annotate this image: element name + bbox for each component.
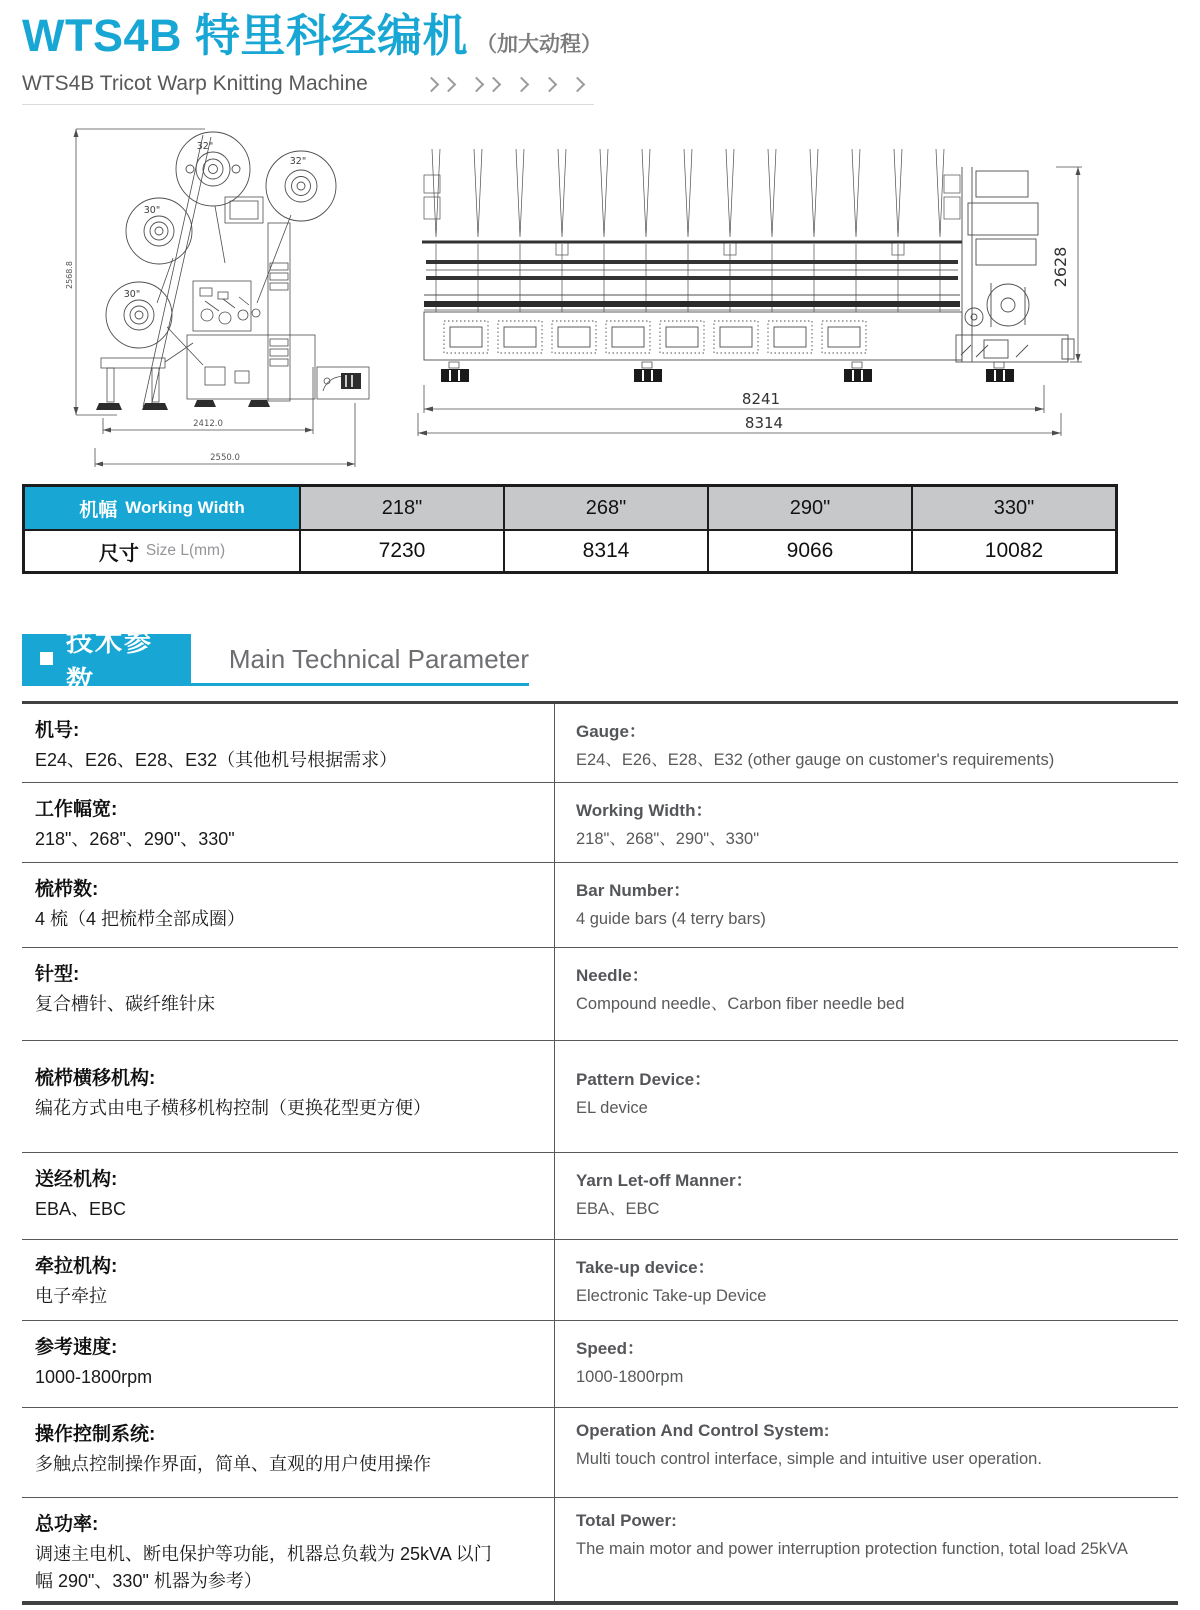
spec-cell-en xyxy=(555,1498,1178,1601)
beam-label: 32" xyxy=(289,156,307,167)
spec-title-zh: 总功率: xyxy=(35,1514,99,1535)
spec-table xyxy=(22,701,1178,1605)
spec-cell-en xyxy=(555,1240,1178,1320)
section-header xyxy=(22,626,529,696)
chevron-right-icon xyxy=(544,79,555,90)
spec-cell-en xyxy=(555,1321,1178,1407)
spec-value-zh: 调速主电机、断电保护等功能，机器总负载为 25kVA 以门幅 290"、330" 机器为参考） xyxy=(35,1544,492,1591)
spec-row-pattern-device xyxy=(22,1040,1178,1152)
spec-row-needle xyxy=(22,947,1178,1040)
spec-cell-zh xyxy=(22,1321,555,1407)
spec-title-en: Operation And Control System: xyxy=(576,1421,830,1440)
side-view-height-dimension: 2568.8 xyxy=(65,261,74,289)
machine-rails xyxy=(422,242,962,310)
double-chevron-right-icon xyxy=(426,79,454,90)
spec-title-zh: 针型: xyxy=(35,964,80,985)
spec-value-en: Electronic Take-up Device xyxy=(576,1287,767,1305)
spec-row-bar-number xyxy=(22,862,1178,947)
spec-title-zh: 梳栉横移机构: xyxy=(35,1068,156,1089)
spec-title-zh: 操作控制系统: xyxy=(35,1424,156,1445)
section-title-en: Main Technical Parameter xyxy=(228,644,529,674)
beam-label: 32" xyxy=(196,141,214,152)
spec-value-zh: 1000-1800rpm xyxy=(35,1367,153,1387)
spec-cell-en xyxy=(555,948,1178,1040)
spec-title-zh: 工作幅宽: xyxy=(35,799,118,820)
spec-title-en: Working Width： xyxy=(576,801,713,820)
width-table-header-zh: 机幅 xyxy=(79,499,118,521)
spec-value-en: 218"、268"、290"、330" xyxy=(576,830,760,848)
spec-row-control-system xyxy=(22,1407,1178,1497)
spec-cell-zh xyxy=(22,1498,555,1601)
spec-value-en: E24、E26、E28、E32 (other gauge on customer's requirements) xyxy=(576,751,1055,769)
side-view-dimension-lines xyxy=(74,129,356,467)
spec-value-en: EL device xyxy=(576,1099,648,1117)
front-view-drawing xyxy=(416,145,1088,437)
spec-row-take-up xyxy=(22,1239,1178,1320)
machine-body xyxy=(424,312,962,360)
spec-title-en: Take-up device： xyxy=(576,1258,715,1277)
side-view-inner-width-dimension: 2412.0 xyxy=(193,419,223,429)
spec-value-en: 4 guide bars (4 terry bars) xyxy=(576,910,766,928)
size-value: 10082 xyxy=(912,530,1116,572)
size-row-label-en: Size L(mm) xyxy=(145,542,226,559)
spec-value-en: Compound needle、Carbon fiber needle bed xyxy=(576,995,905,1013)
spec-cell-zh xyxy=(22,1240,555,1320)
front-view-outer-width-dimension: 8314 xyxy=(744,414,784,432)
section-title-zh: 技术参数 xyxy=(66,626,153,696)
spec-cell-zh xyxy=(22,1041,555,1152)
spec-cell-en xyxy=(555,1408,1178,1497)
spec-title-en: Bar Number： xyxy=(576,881,691,900)
spec-cell-en xyxy=(555,783,1178,862)
size-row-label-zh: 尺寸 xyxy=(98,542,139,565)
subtitle: WTS4B Tricot Warp Knitting Machine xyxy=(22,72,368,95)
size-value: 9066 xyxy=(708,530,912,572)
spec-value-en: Multi touch control interface, simple and intuitive user operation. xyxy=(576,1450,1042,1468)
front-view-height-dimension: 2628 xyxy=(1051,246,1070,288)
spec-title-zh: 机号: xyxy=(35,720,80,741)
width-column-header: 218" xyxy=(300,486,504,530)
size-row-label xyxy=(24,530,300,572)
spec-value-zh: 多触点控制操作界面，简单、直观的用户使用操作 xyxy=(35,1454,431,1474)
spec-cell-zh xyxy=(22,1153,555,1239)
spec-value-zh: 4 梳（4 把梳栉全部成圈） xyxy=(35,909,246,929)
spec-value-zh: 复合槽针、碳纤维针床 xyxy=(35,994,215,1014)
spec-title-zh: 参考速度: xyxy=(35,1337,118,1358)
spec-row-speed xyxy=(22,1320,1178,1407)
spec-row-total-power xyxy=(22,1497,1178,1601)
technical-drawings xyxy=(22,115,1178,475)
working-width-table xyxy=(22,484,1118,574)
chevron-right-icon xyxy=(572,79,583,90)
spec-value-en: 1000-1800rpm xyxy=(576,1368,684,1386)
spec-title-zh: 梳栉数: xyxy=(35,879,99,900)
spec-value-zh: 电子牵拉 xyxy=(35,1286,107,1306)
size-value: 7230 xyxy=(300,530,504,572)
spec-title-en: Total Power: xyxy=(576,1511,677,1530)
double-chevron-right-icon xyxy=(471,79,499,90)
spec-cell-zh xyxy=(22,1408,555,1497)
width-column-header: 330" xyxy=(912,486,1116,530)
chevron-right-icon xyxy=(516,79,527,90)
subtitle-row xyxy=(22,72,594,105)
spec-title-zh: 牵拉机构: xyxy=(35,1256,118,1277)
spec-cell-en xyxy=(555,704,1178,782)
title-suffix: （加大动程） xyxy=(476,33,603,56)
spec-title-zh: 送经机构: xyxy=(35,1169,118,1190)
spec-title-en: Pattern Device： xyxy=(576,1070,712,1089)
beam-label: 30" xyxy=(123,289,141,300)
spec-row-gauge xyxy=(22,704,1178,782)
header xyxy=(22,10,1178,105)
front-view-feet xyxy=(441,362,1014,382)
spec-title-en: Gauge： xyxy=(576,722,646,741)
size-value: 8314 xyxy=(504,530,708,572)
title-model-and-name: WTS4B 特里科经编机 xyxy=(22,10,469,61)
spec-value-zh: 218"、268"、290"、330" xyxy=(35,829,235,849)
section-title-badge xyxy=(22,626,191,696)
spec-cell-zh xyxy=(22,863,555,947)
spec-title-en: Speed： xyxy=(576,1339,645,1358)
width-table-header-en: Working Width xyxy=(125,498,245,517)
spec-cell-zh xyxy=(22,948,555,1040)
square-bullet-icon xyxy=(40,652,53,665)
chevron-decoration xyxy=(426,79,583,90)
spec-value-zh: 编花方式由电子横移机构控制（更换花型更方便） xyxy=(35,1098,431,1118)
spec-cell-en xyxy=(555,1153,1178,1239)
spec-value-en: EBA、EBC xyxy=(576,1200,660,1218)
spec-row-working-width xyxy=(22,782,1178,862)
spec-cell-en xyxy=(555,1041,1178,1152)
side-view-outer-width-dimension: 2550.0 xyxy=(210,453,240,463)
creel-posts xyxy=(424,149,960,312)
width-table-header-label xyxy=(24,486,300,530)
machine-frame-outline xyxy=(101,135,369,407)
spec-cell-zh xyxy=(22,704,555,782)
spec-value-en: The main motor and power interruption protection function, total load 25kVA xyxy=(576,1540,1128,1558)
front-view-inner-width-dimension: 8241 xyxy=(741,390,781,408)
beam-label: 30" xyxy=(143,205,161,216)
spec-value-zh: E24、E26、E28、E32（其他机号根据需求） xyxy=(35,750,398,770)
spec-value-zh: EBA、EBC xyxy=(35,1199,127,1219)
side-view-drawing xyxy=(55,115,390,473)
width-column-header: 290" xyxy=(708,486,912,530)
spec-cell-en xyxy=(555,863,1178,947)
spec-cell-zh xyxy=(22,783,555,862)
spec-row-yarn-let-off xyxy=(22,1152,1178,1239)
spec-title-en: Needle： xyxy=(576,966,649,985)
width-column-header: 268" xyxy=(504,486,708,530)
page-title xyxy=(22,10,1178,71)
spec-title-en: Yarn Let-off Manner： xyxy=(576,1171,753,1190)
machine-feet xyxy=(96,373,361,410)
